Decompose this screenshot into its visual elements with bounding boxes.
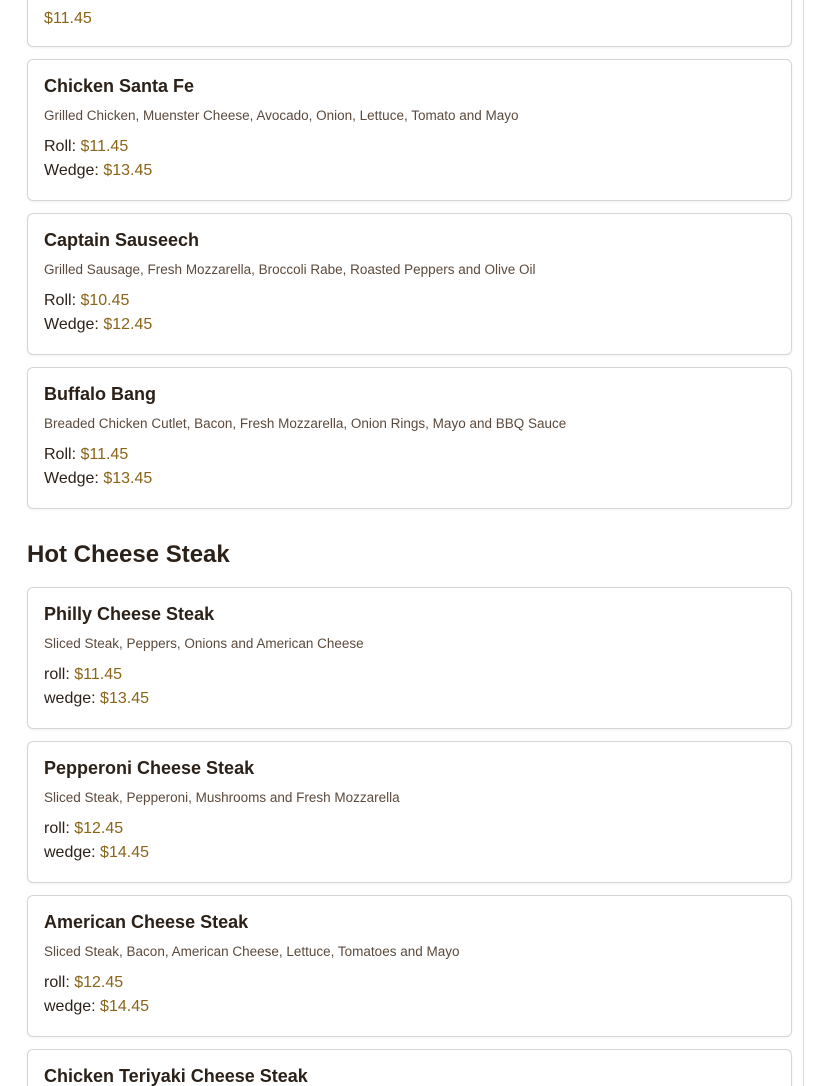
scroll-rail	[803, 0, 804, 1086]
item-description: Breaded Chicken Cutlet, Bacon, Fresh Mozzarella, Onion Rings, Mayo and BBQ Sauce	[44, 416, 567, 431]
menu-content	[27, 0, 792, 1086]
menu-item-card[interactable]	[27, 741, 792, 883]
price-line-roll	[44, 817, 775, 841]
menu-item-card[interactable]	[27, 59, 792, 201]
price-label: wedge:	[44, 998, 96, 1015]
price-label: Wedge:	[44, 316, 99, 333]
price-value: $13.45	[100, 690, 149, 707]
item-description: Sliced Steak, Bacon, American Cheese, Lettuce, Tomatoes and Mayo	[44, 944, 460, 959]
menu-item-card[interactable]	[27, 367, 792, 509]
item-name: Chicken Teriyaki Cheese Steak	[44, 1066, 308, 1086]
section-title: Hot Cheese Steak	[27, 541, 230, 568]
item-name: Captain Sauseech	[44, 230, 200, 250]
price-label: roll:	[44, 666, 70, 683]
price-line-wedge	[44, 687, 775, 711]
menu-item-card[interactable]	[27, 0, 792, 47]
price-line-wedge	[44, 159, 775, 183]
price-line-roll	[44, 135, 775, 159]
price-label: roll:	[44, 820, 70, 837]
item-description: Grilled Sausage, Fresh Mozzarella, Broccoli Rabe, Roasted Peppers and Olive Oil	[44, 262, 536, 277]
price-value: $10.45	[80, 292, 130, 309]
price-line-roll	[44, 663, 775, 687]
price-line-wedge	[44, 841, 775, 865]
price-label: Roll:	[44, 138, 77, 155]
price-label: Wedge:	[44, 470, 99, 487]
price-line-roll	[44, 443, 775, 467]
price-value: $11.45	[74, 666, 122, 683]
price-line-roll	[44, 971, 775, 995]
item-description: Sliced Steak, Pepperoni, Mushrooms and Fresh Mozzarella	[44, 790, 400, 805]
item-name: Buffalo Bang	[44, 384, 156, 404]
menu-item-card[interactable]	[27, 895, 792, 1037]
price-value: $11.45	[44, 10, 92, 27]
price-value: $13.45	[103, 470, 153, 487]
item-description: Grilled Chicken, Muenster Cheese, Avocado, Onion, Lettuce, Tomato and Mayo	[44, 108, 519, 123]
price-line-wedge	[44, 467, 775, 491]
price-line	[44, 7, 775, 31]
price-label: wedge:	[44, 844, 96, 861]
item-name: American Cheese Steak	[44, 912, 249, 932]
menu-item-card[interactable]	[27, 587, 792, 729]
price-value: $11.45	[80, 446, 129, 463]
menu-item-card[interactable]	[27, 1049, 792, 1086]
price-value: $14.45	[100, 844, 149, 861]
price-value: $12.45	[74, 820, 124, 837]
item-name: Chicken Santa Fe	[44, 76, 195, 96]
price-line-wedge	[44, 995, 775, 1019]
price-line-wedge	[44, 313, 775, 337]
item-name: Pepperoni Cheese Steak	[44, 758, 255, 778]
price-label: Roll:	[44, 292, 77, 309]
price-value: $12.45	[103, 316, 153, 333]
price-value: $13.45	[103, 162, 153, 179]
price-label: Roll:	[44, 446, 77, 463]
price-value: $11.45	[80, 138, 129, 155]
menu-item-card[interactable]	[27, 213, 792, 355]
price-label: wedge:	[44, 690, 96, 707]
price-value: $12.45	[74, 974, 124, 991]
price-label: Wedge:	[44, 162, 99, 179]
price-value: $14.45	[100, 998, 149, 1015]
price-label: roll:	[44, 974, 70, 991]
item-name: Philly Cheese Steak	[44, 604, 215, 624]
price-line-roll	[44, 289, 775, 313]
item-description: Sliced Steak, Peppers, Onions and American Cheese	[44, 636, 364, 651]
